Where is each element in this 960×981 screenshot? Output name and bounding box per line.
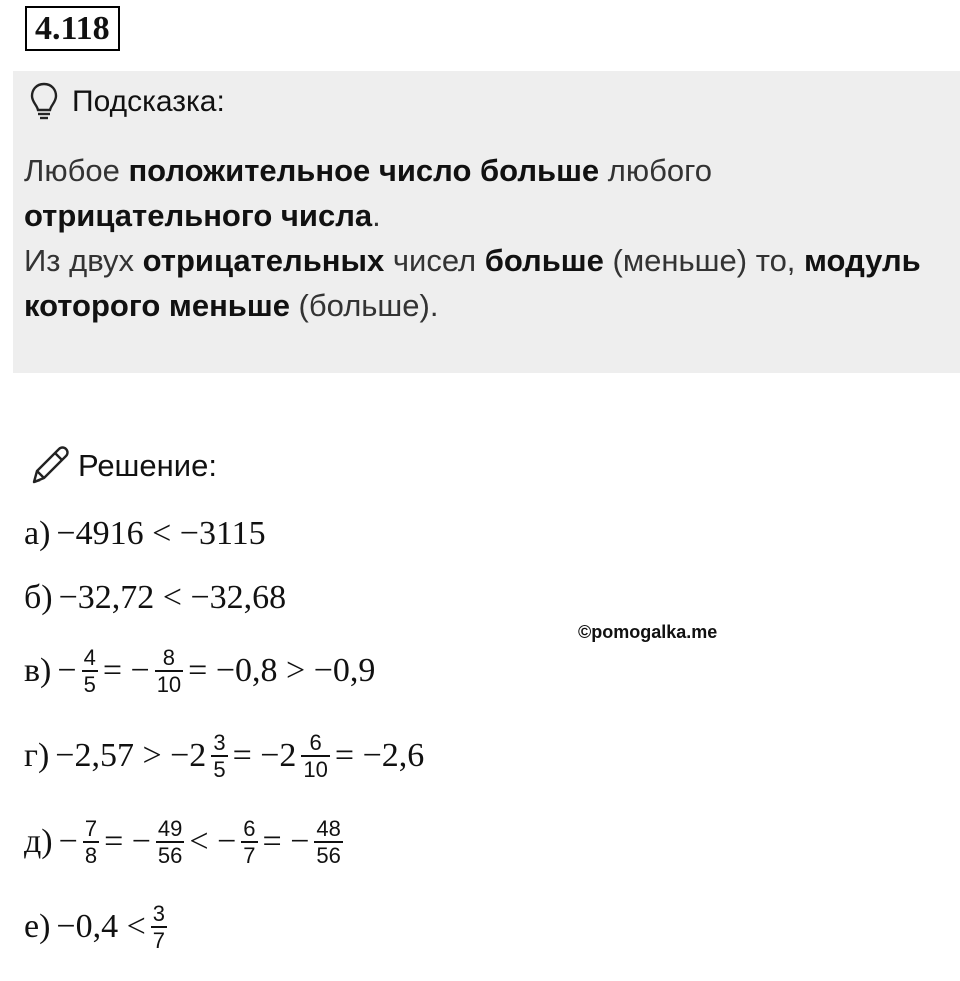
solution-line-a [24,512,266,556]
fraction-denominator: 5 [213,757,226,782]
line-expression: −0,4 < [56,908,146,945]
hint-title: Подсказка: [72,85,225,118]
fraction-numerator: 8 [162,645,176,670]
hint-header [30,80,225,124]
watermark: ©pomogalka.me [578,622,718,642]
fraction-denominator: 7 [243,843,256,868]
line-operator: = − [104,823,151,860]
line-operator: = − [262,823,310,860]
fraction-numerator: 4 [83,645,96,670]
fraction-numerator: 6 [309,730,322,755]
fraction-numerator: 3 [152,901,166,926]
hint-text-span: (больше). [289,288,439,323]
solution-title: Решение: [78,448,217,483]
hint-text [24,148,954,328]
line-label: а) [24,515,51,552]
line-operator: = − [102,652,150,689]
fraction [241,816,257,868]
line-operator: < − [189,823,237,860]
pencil-icon [28,444,70,488]
fraction [211,730,227,782]
solution-line-b [24,576,286,620]
solution-line-g [24,725,424,787]
line-expression: = −2 [232,737,297,774]
fraction [83,816,99,868]
hint-text-span: Любое [24,153,129,188]
hint-text-span: любого [599,153,712,188]
line-expression: −2,57 > −2 [55,737,207,774]
line-label: б) [24,579,53,616]
line-expression: −4916 < −3115 [56,515,266,552]
hint-bold-span: отрицательных [142,243,385,278]
hint-text-span: Из двух [24,243,143,278]
solution-line-d [24,811,348,873]
fraction-numerator: 49 [157,816,183,841]
hint-bold-span: модуль которого меньше [24,243,921,323]
fraction-denominator: 56 [157,843,183,868]
hint-text-span: чисел [384,243,485,278]
line-operator: − [57,652,77,689]
hint-text-span: . [372,198,381,233]
line-label: в) [24,652,52,689]
fraction [301,730,329,782]
fraction-numerator: 3 [213,730,226,755]
line-operator: − [58,823,78,860]
hint-paragraph-2 [24,238,954,328]
fraction-denominator: 8 [84,843,98,868]
line-expression: = −2,6 [334,737,425,774]
fraction-denominator: 10 [156,672,182,697]
line-label: г) [24,737,50,774]
fraction [82,645,98,697]
solution-header [28,442,217,490]
fraction [151,901,167,953]
hint-paragraph-1 [24,148,954,238]
solution-line-e [24,896,172,958]
fraction [155,645,183,697]
line-expression: = −0,8 > −0,9 [188,652,376,689]
hint-bold-span: положительное число больше [128,153,600,188]
line-expression: −32,72 < −32,68 [58,579,287,616]
fraction-numerator: 48 [316,816,341,841]
hint-bold-span: больше [484,243,604,278]
fraction-denominator: 56 [316,843,341,868]
fraction-denominator: 7 [152,928,166,953]
solution-line-v [24,640,375,702]
fraction-numerator: 6 [243,816,256,841]
fraction [314,816,342,868]
fraction [156,816,184,868]
fraction-denominator: 10 [303,757,328,782]
line-label: д) [24,823,53,860]
fraction-numerator: 7 [84,816,98,841]
lightbulb-icon [30,82,58,122]
problem-number: 4.118 [25,6,120,51]
hint-bold-span: отрицательного числа [24,198,373,233]
fraction-denominator: 5 [83,672,96,697]
line-label: е) [24,908,51,945]
hint-text-span: (меньше) то, [603,243,805,278]
